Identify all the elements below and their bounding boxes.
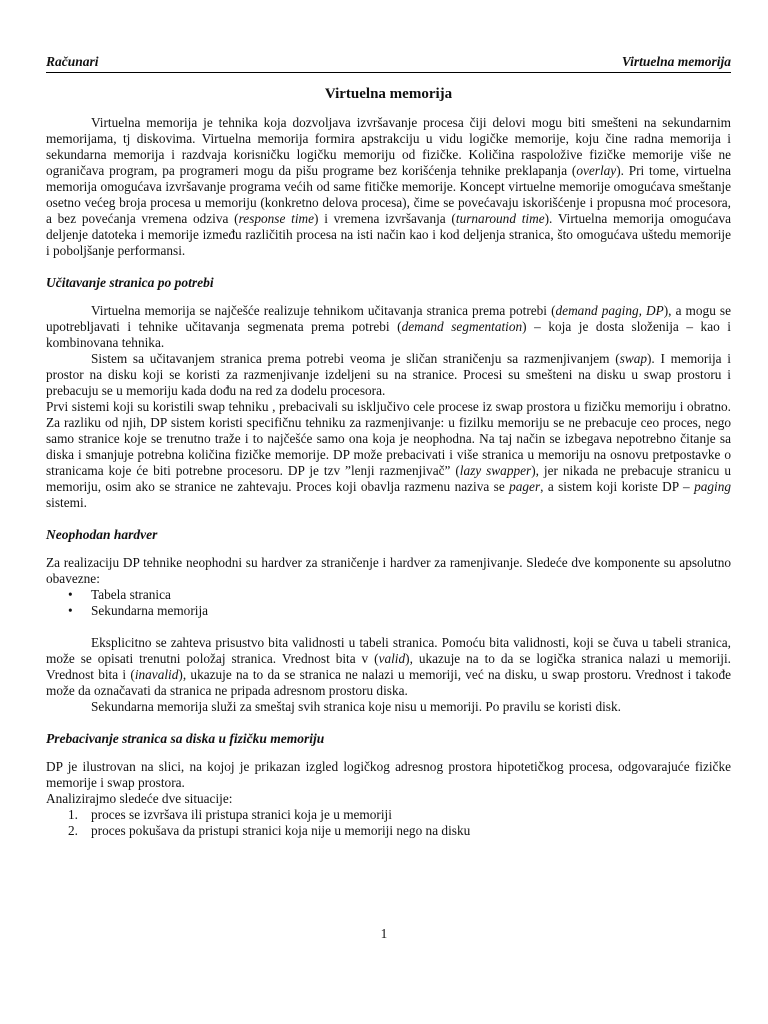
list-item — [46, 823, 731, 839]
section-heading-hardware: Neophodan hardver — [46, 527, 158, 542]
text-run: , a sistem koji koriste DP – — [540, 479, 695, 494]
list-number: 2. — [68, 823, 78, 838]
text-run: ), ukazuje na to da se stranica ne nalazi u memoriji, već na disku, u swap prostoru. Vrednost i takođe može da označavati da stranica ne pripada adresnom prostoru diska. — [46, 667, 731, 698]
list-item-text: proces se izvršava ili pristupa stranici koja je u memoriji — [91, 807, 392, 822]
page-transfer-paragraph-2: Analizirajmo sledeće dve situacije: — [46, 791, 233, 806]
text-run: ), a mogu se upotrebljavati i tehnike učitavanja segmenata prema potrebi ( — [46, 303, 731, 334]
text-run: Prvi sistemi koji su koristili swap tehniku , prebacivali su isključivo cele procese iz swap prostora u fizičku memoriju i obratno. Za razliku od njih, DP sistem koristi specifičnu tehniku za razmenjivanje: u fizilku memoriju se ne prebacuje ceo proces, nego samo stranice koje se trenutno traže i to najčešće samo ona koja je neophodna. Na taj način se izbegava nepotrebno čitanje sa diska i smanjuje potrebna količina fizičke memorije. DP može prebacivati i više stranica u memoriju na osnovu pretpostavke o stranicama koje će biti potrebne procesoru. DP je tzv ”lenji razmenjivač” ( — [46, 399, 731, 478]
term: turnaround time — [455, 211, 545, 226]
list-item: • Sekundarna memorija — [46, 603, 731, 619]
intro-paragraph — [46, 115, 731, 259]
text-run: ) i vremena izvršavanja ( — [314, 211, 456, 226]
term: demand paging, DP — [555, 303, 664, 318]
term: swap — [619, 351, 647, 366]
text-run: ), jer nikada ne prebacuje stranicu u memoriju, osim ako se stranice ne zahtevaju. Proces koji obavlja razmenu naziva se — [46, 463, 731, 494]
text-run: ). Virtuelna memorija omogućava deljenje datoteka i memorije između različitih procesa na isti način kao i kod deljenja stranica, što omogućava uštedu memorije i poboljšanje performansi. — [46, 211, 732, 258]
term: lazy swapper — [459, 463, 532, 478]
situations-list — [46, 807, 731, 839]
running-header — [46, 52, 731, 73]
term: demand segmentation — [401, 319, 523, 334]
text-run: ), ukazuje na to da se logička stranica nalazi u memoriji. Vrednost bita i ( — [46, 651, 731, 682]
header-left: Računari — [46, 54, 99, 69]
list-number: 1. — [68, 807, 78, 822]
text-run: Virtuelna memorija se najčešće realizuje tehnikom učitavanja stranica prema potrebi ( — [91, 303, 556, 318]
term: pager — [509, 479, 541, 494]
text-run: ). I memorija i prostor na disku koji se koristi za razmenjivanje izdeljeni su na stranice. Procesi su smešteni na disku u swap prostoru i prebacuju se u memoriju kada dođu na red za dodelu procesora. — [46, 351, 731, 398]
term: response time — [238, 211, 315, 226]
term: overlay — [576, 163, 617, 178]
text-run: Sistem sa učitavanjem stranica prema potrebi veoma je sličan straničenju sa razmenjivanjem ( — [91, 351, 620, 366]
page-number: 1 — [380, 926, 388, 941]
text-run: Virtuelna memorija je tehnika koja dozvoljava izvršavanje procesa čiji delovi mogu biti smešteni na sekundarnim memorijama, tj diskovima. Virtuelna memorija formira apstrakciju u vidu logičke memorije, koju čine radna memorija i sekundarna memorija i razdvaja korisničku logičku memoriju od fizičke. Količina raspoložive fizičke memorije više ne ograničava program, pa programeri mogu da pišu programe bez korišćenja tehnike preklapanja ( — [46, 115, 731, 178]
list-item: • Tabela stranica — [46, 587, 731, 603]
list-item — [46, 807, 731, 823]
demand-paging-paragraph-3 — [46, 399, 731, 511]
list-item-text: proces pokušava da pristupi stranici koja nije u memoriji nego na disku — [91, 823, 471, 838]
hardware-paragraph-3: Sekundarna memorija služi za smeštaj svih stranica koje nisu u memoriji. Po pravilu se koristi disk. — [91, 699, 621, 714]
demand-paging-paragraph-2 — [46, 351, 731, 399]
term: inavalid — [134, 667, 179, 682]
hardware-paragraph-2 — [46, 635, 731, 699]
demand-paging-paragraph-1 — [46, 303, 731, 351]
hardware-paragraph-1: Za realizaciju DP tehnike neophodni su hardver za straničenje i hardver za ramenjivanje. Sledeće dve komponente su apsolutno obavezne: — [46, 555, 731, 586]
text-run: sistemi. — [46, 495, 88, 510]
text-run: Eksplicitno se zahteva prisustvo bita validnosti u tabeli stranica. Pomoću bita validnosti, koji se čuva u tabeli stranica, može se opisati trenutni položaj stranica. Vrednost bita v ( — [46, 635, 731, 666]
section-heading-page-transfer: Prebacivanje stranica sa diska u fizičku memoriju — [46, 731, 325, 746]
page-transfer-paragraph-1: DP je ilustrovan na slici, na kojoj je prikazan izgled logičkog adresnog prostora hipotetičkog procesa, odgovarajuće fizičke memorije i swap prostora. — [46, 759, 731, 790]
page-title: Virtuelna memorija — [324, 86, 453, 102]
hardware-list — [46, 587, 731, 619]
text-run: ). Pri tome, virtuelna memorija omogućava izvršavanje programa većih od same fitičke memorije. Koncept virtuelne memorije omogućava smeštanje osetno većeg broja procesa u memoriju (konkretno delova procesa), čime se povećavaju iskorišćenje i propusna moć procesora, a bez povećanja vremena odziva ( — [46, 163, 731, 226]
term: paging — [694, 479, 731, 494]
text-run: ) – koja je dosta složenija – kao i kombinovana tehnika. — [46, 319, 731, 350]
page-content — [46, 86, 731, 839]
section-heading-demand-paging: Učitavanje stranica po potrebi — [46, 275, 214, 290]
term: valid — [378, 651, 406, 666]
header-right: Virtuelna memorija — [621, 54, 731, 69]
